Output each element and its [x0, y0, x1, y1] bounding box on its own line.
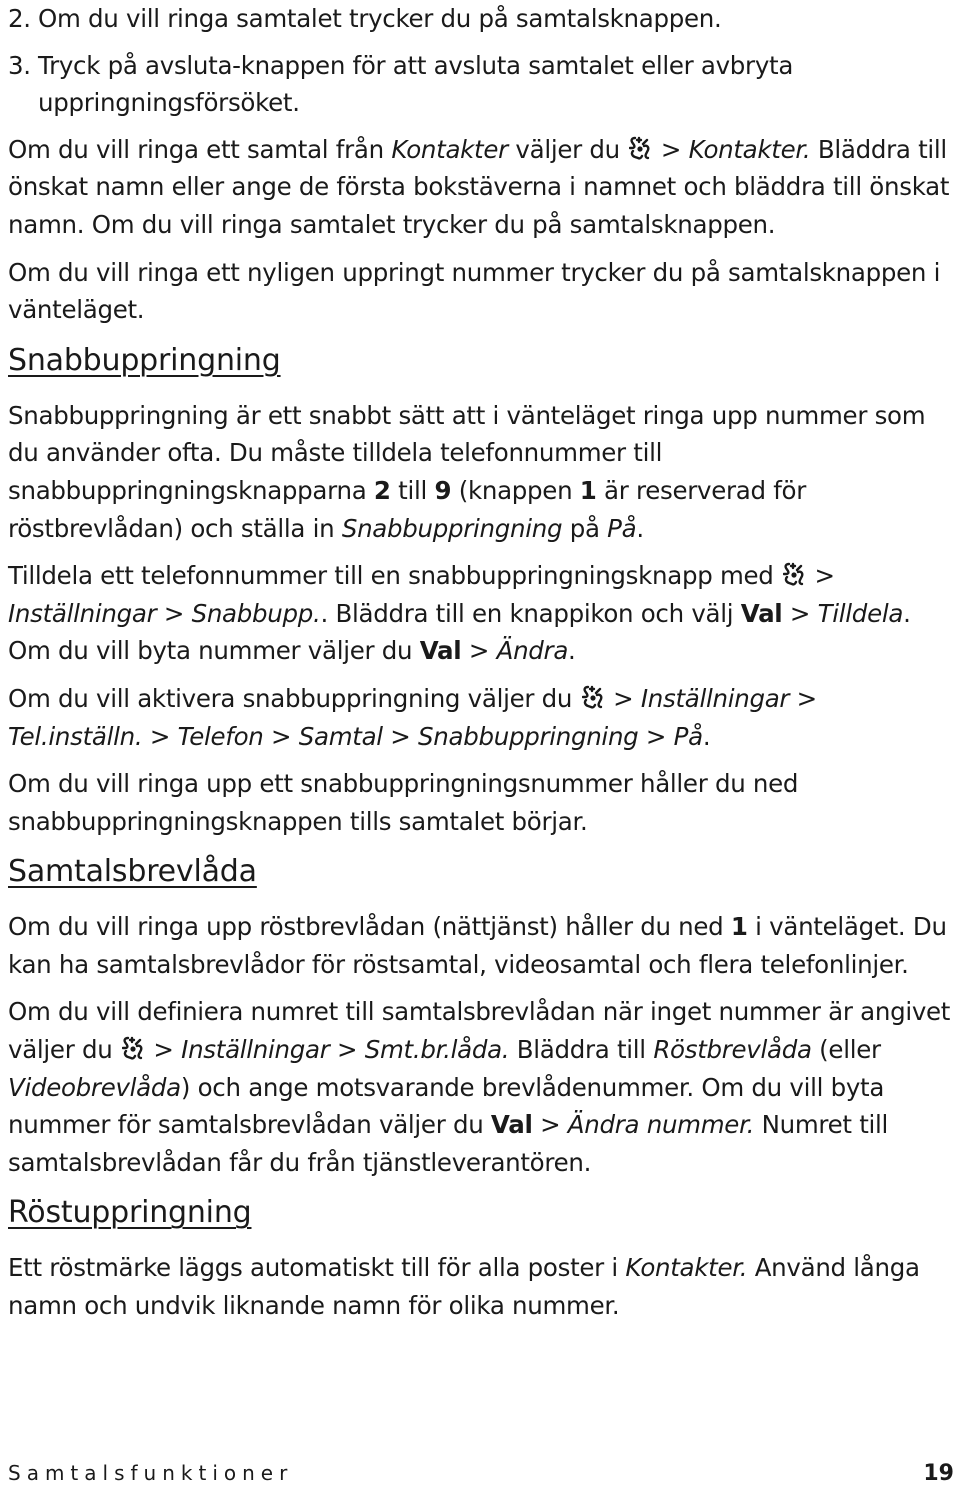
footer-section-title: Samtalsfunktioner	[8, 1461, 294, 1485]
paragraph-voicemail-define: Om du vill definiera numret till samtalsbrevlådan när inget nummer är angivet väljer du > Inställningar > Smt.br.låda. Bläddra till Röstbrevlåda (eller Videobrevlåda) och ange motsvarande brevlådenummer. Om du vill byta nummer för samtalsbrevlådan väljer du Val > Ändra nummer. Numret till samtalsbrevlådan får du från tjänstleverantören.	[8, 997, 951, 1177]
heading-snabbuppringning: Snabbuppringning	[8, 342, 281, 378]
list-text: Om du vill ringa samtalet trycker du på samtalsknappen.	[38, 4, 722, 33]
paragraph-voicemail-call: Om du vill ringa upp röstbrevlådan (nättjänst) håller du ned 1 i vänteläget. Du kan ha samtalsbrevlådor för röstsamtal, videosamtal och flera telefonlinjer.	[8, 912, 947, 979]
menu-key-icon	[122, 1036, 144, 1062]
paragraph-recent: Om du vill ringa ett nyligen uppringt nummer trycker du på samtalsknappen i vänteläget.	[8, 257, 941, 325]
page-number: 19	[923, 1461, 954, 1486]
paragraph-speed-activate: Om du vill aktivera snabbuppringning väljer du > Inställningar > Tel.inställn. > Telefon > Samtal > Snabbuppringning > På.	[8, 683, 817, 751]
paragraph-voice-tag: Ett röstmärke läggs automatiskt till för alla poster i Kontakter. Använd långa namn och undvik liknande namn för olika nummer.	[8, 1253, 920, 1321]
paragraph-speed-call: Om du vill ringa upp ett snabbuppringningsnummer håller du ned snabbuppringningsknappen tills samtalet börjar.	[8, 769, 799, 836]
list-item	[8, 0, 958, 38]
document-page	[8, 0, 958, 1325]
paragraph-speed-intro: Snabbuppringning är ett snabbt sätt att i vänteläget ringa upp nummer som du använder ofta. Du måste tilldela telefonnummer till snabbuppringningsknapparna 2 till 9 (knappen 1 är reserverad för röstbrevlådan) och ställa in Snabbuppringning på På.	[8, 400, 926, 543]
menu-key-icon	[629, 136, 651, 162]
list-item	[8, 47, 958, 122]
list-number: 2.	[8, 4, 31, 33]
list-number: 3.	[8, 50, 31, 80]
menu-key-icon	[582, 685, 604, 711]
list-text: Tryck på avsluta-knappen för att avsluta samtalet eller avbryta uppringningsförsöket.	[38, 50, 794, 118]
paragraph-contacts: Om du vill ringa ett samtal från Kontakter väljer du > Kontakter. Bläddra till önskat namn eller ange de första bokstäverna i namnet och bläddra till önskat namn. Om du vill ringa samtalet trycker du på samtalsknappen.	[8, 134, 950, 239]
menu-key-icon	[783, 562, 805, 588]
heading-samtalsbrevlada: Samtalsbrevlåda	[8, 854, 257, 890]
paragraph-speed-assign: Tilldela ett telefonnummer till en snabbuppringningsknapp med > Inställningar > Snabbupp.. Bläddra till en knappikon och välj Val > Tilldela. Om du vill byta nummer väljer du Val > Ändra.	[8, 561, 911, 666]
heading-rostuppringning: Röstuppringning	[8, 1195, 252, 1231]
